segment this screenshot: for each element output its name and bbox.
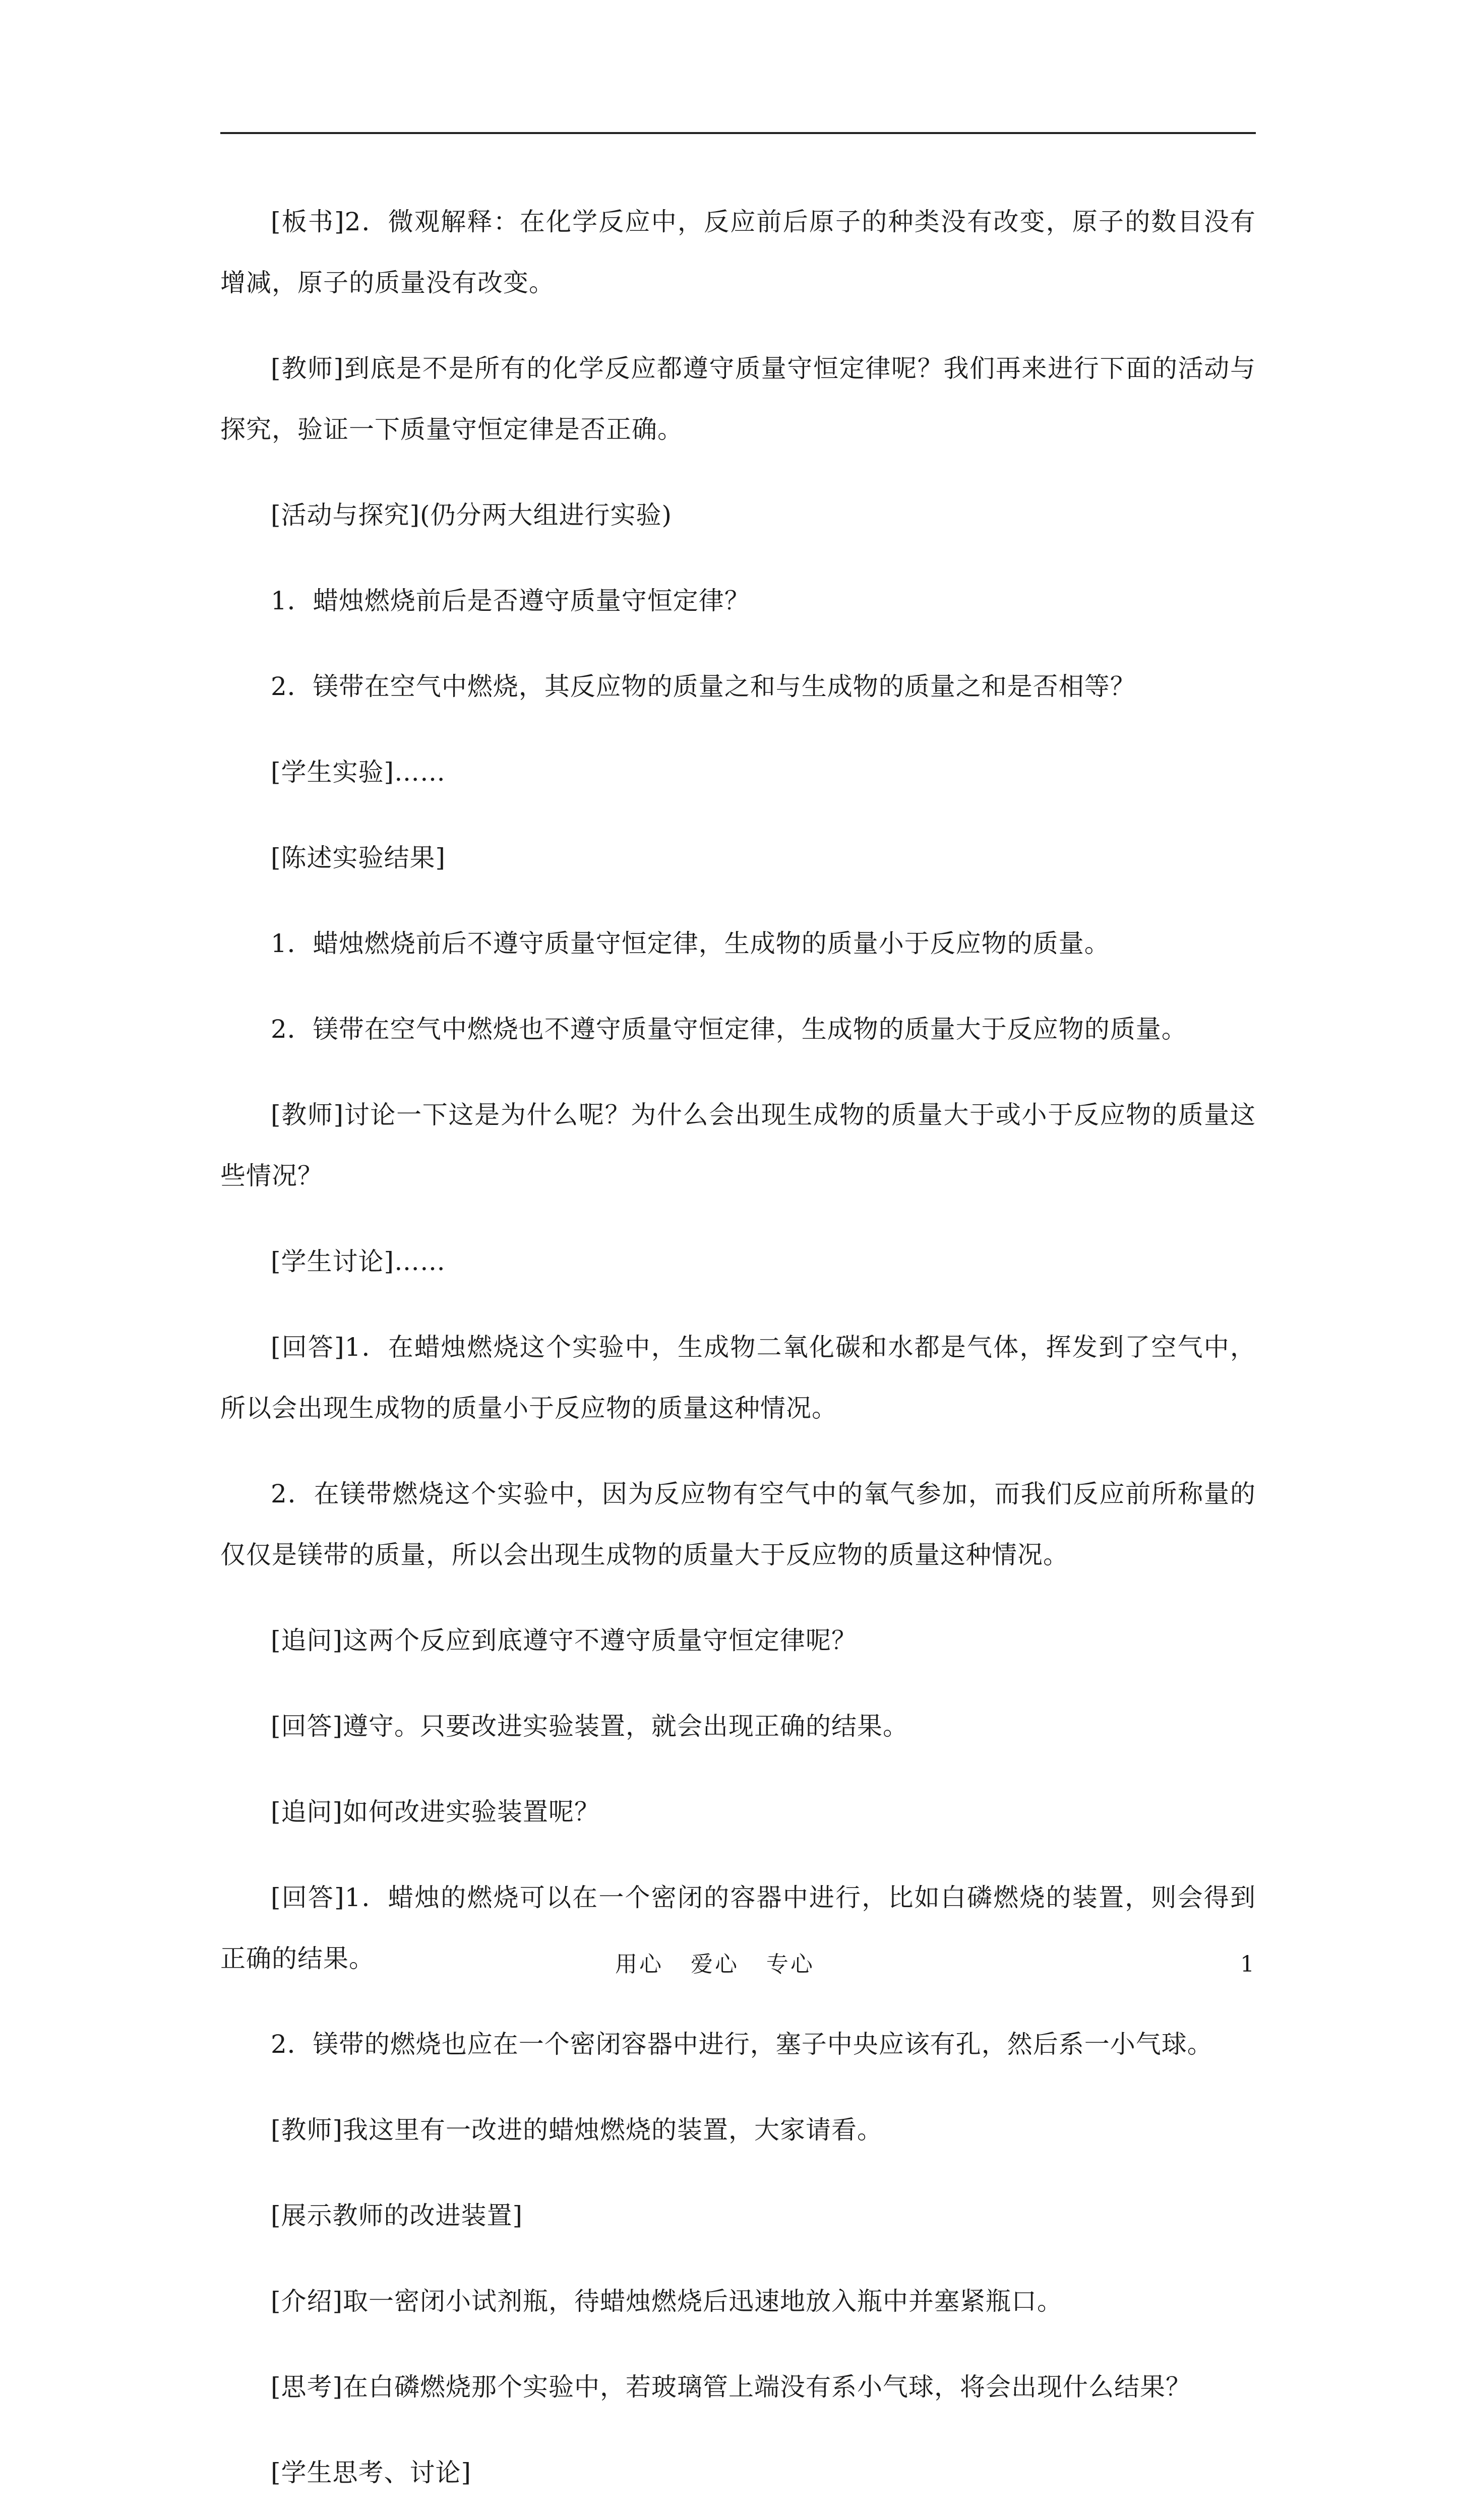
page-number: 1 bbox=[1240, 1951, 1254, 1977]
footer-motto: 用心 爱心 专心 bbox=[615, 1951, 815, 1977]
paragraph: [学生实验]…… bbox=[271, 758, 446, 787]
paragraph: 2．镁带的燃烧也应在一个密闭容器中进行，塞子中央应该有孔，然后系一小气球。 bbox=[271, 2030, 1213, 2059]
paragraph: [学生讨论]…… bbox=[271, 1247, 446, 1276]
paragraph: [陈述实验结果] bbox=[271, 843, 446, 872]
paragraph: [板书]2．微观解释：在化学反应中，反应前后原子的种类没有改变，原子的数目没有增减，原子的质量没有改变。 bbox=[220, 207, 1256, 297]
paragraph: 2．在镁带燃烧这个实验中，因为反应物有空气中的氧气参加，而我们反应前所称量的仅仅是镁带的质量，所以会出现生成物的质量大于反应物的质量这种情况。 bbox=[220, 1479, 1256, 1569]
header-rule bbox=[220, 132, 1256, 134]
paragraph: [追问]这两个反应到底遵守不遵守质量守恒定律呢？ bbox=[271, 1626, 858, 1655]
paragraph: 1．蜡烛燃烧前后是否遵守质量守恒定律？ bbox=[271, 586, 750, 615]
paragraph: [教师]讨论一下这是为什么呢？为什么会出现生成物的质量大于或小于反应物的质量这些情况？ bbox=[220, 1100, 1256, 1190]
paragraph: [追问]如何改进实验装置呢？ bbox=[271, 1797, 600, 1826]
paragraph: 2．镁带在空气中燃烧，其反应物的质量之和与生成物的质量之和是否相等？ bbox=[271, 672, 1136, 701]
paragraph: 1．蜡烛燃烧前后不遵守质量守恒定律，生成物的质量小于反应物的质量。 bbox=[271, 929, 1110, 958]
paragraph: [学生思考、讨论] bbox=[271, 2458, 472, 2487]
paragraph: [介绍]取一密闭小试剂瓶，待蜡烛燃烧后迅速地放入瓶中并塞紧瓶口。 bbox=[271, 2287, 1063, 2316]
paragraph: [教师]我这里有一改进的蜡烛燃烧的装置，大家请看。 bbox=[271, 2115, 883, 2145]
paragraph: [教师]到底是不是所有的化学反应都遵守质量守恒定律呢？我们再来进行下面的活动与探究，验证一下质量守恒定律是否正确。 bbox=[220, 354, 1256, 444]
paragraph: [活动与探究](仍分两大组进行实验) bbox=[271, 500, 673, 530]
paragraph: [回答]遵守。只要改进实验装置，就会出现正确的结果。 bbox=[271, 1712, 909, 1741]
document-body bbox=[220, 192, 1256, 2520]
paragraph: 2．镁带在空气中燃烧也不遵守质量守恒定律，生成物的质量大于反应物的质量。 bbox=[271, 1015, 1187, 1044]
paragraph: [思考]在白磷燃烧那个实验中，若玻璃管上端没有系小气球，将会出现什么结果？ bbox=[271, 2372, 1192, 2402]
paragraph: [回答]1．蜡烛的燃烧可以在一个密闭的容器中进行，比如白磷燃烧的装置，则会得到正确的结果。 bbox=[220, 1883, 1256, 1973]
paragraph: [回答]1．在蜡烛燃烧这个实验中，生成物二氧化碳和水都是气体，挥发到了空气中，所以会出现生成物的质量小于反应物的质量这种情况。 bbox=[220, 1333, 1256, 1423]
paragraph: [展示教师的改进装置] bbox=[271, 2201, 523, 2230]
